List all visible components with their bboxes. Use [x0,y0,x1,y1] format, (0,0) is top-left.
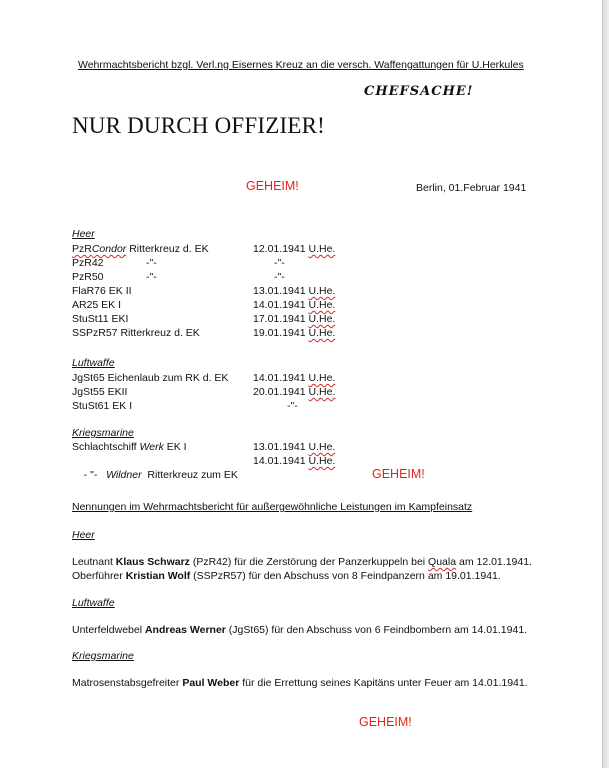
list-item-date: 14.01.1941 U.He. [253,455,336,467]
list-item: StuSt11 EKI [72,313,129,325]
chefsache-stamp: CHEFSACHE! [364,84,474,99]
list-item-date: 20.01.1941 U.He. [253,386,336,398]
page-title: NUR DURCH OFFIZIER! [72,113,325,138]
list-item: JgSt55 EKII [72,386,128,398]
ditto-mark: -"- [274,271,285,283]
list-item: PzR42 [72,257,104,269]
list-item-date: 14.01.1941 U.He. [253,299,336,311]
geheim-label-bottom: GEHEIM! [359,715,412,729]
list-item-date: 14.01.1941 U.He. [253,372,336,384]
list-item: SSPzR57 Ritterkreuz d. EK [72,327,200,339]
list-item: PzR50 [72,271,104,283]
section-heading-heer: Heer [72,228,95,240]
section-heading-luftwaffe: Luftwaffe [72,357,115,369]
nennungen-heading: Nennungen im Wehrmachtsbericht für außergewöhnliche Leistungen im Kampfeinsatz [72,501,473,513]
citation-line: Unterfeldwebel Andreas Werner (JgSt65) für den Abschuss von 6 Feindbombern am 14.01.1941. [72,624,528,636]
list-item: PzRCondor Ritterkreuz d. EK [72,243,209,255]
ditto-mark: -"- [287,400,298,412]
document-subject: Wehrmachtsbericht bzgl. Verl.ng Eisernes Kreuz an die versch. Waffengattungen für U.Herkules [78,59,524,71]
ditto-mark: -"- [146,271,157,283]
nennungen-heading-kriegsmarine: Kriegsmarine [72,650,134,662]
citation-line: Matrosenstabsgefreiter Paul Weber für die Errettung seines Kapitäns unter Feuer am 14.01.1941. [72,677,528,689]
ditto-mark: -"- [274,257,285,269]
list-item: - "- Wildner Ritterkreuz zum EK [83,469,238,481]
place-date: Berlin, 01.Februar 1941 [416,182,527,194]
list-item-date: 12.01.1941 U.He. [253,243,336,255]
list-item: FlaR76 EK II [72,285,132,297]
geheim-label-top: GEHEIM! [246,179,299,193]
list-item-date: 13.01.1941 U.He. [253,285,336,297]
list-item: AR25 EK I [72,299,122,311]
list-item-date: 19.01.1941 U.He. [253,327,336,339]
list-item: StuSt61 EK I [72,400,133,412]
citation-line: Leutnant Klaus Schwarz (PzR42) für die Zerstörung der Panzerkuppeln bei Quala am 12.01.1941. [72,556,532,568]
section-heading-kriegsmarine: Kriegsmarine [72,427,134,439]
nennungen-heading-heer: Heer [72,529,95,541]
list-item-date: 13.01.1941 U.He. [253,441,336,453]
citation-line: Oberführer Kristian Wolf (SSPzR57) für den Abschuss von 8 Feindpanzern am 19.01.1941. [72,570,501,582]
nennungen-heading-luftwaffe: Luftwaffe [72,597,115,609]
list-item-date: 17.01.1941 U.He. [253,313,336,325]
ditto-mark: -"- [146,257,157,269]
geheim-label-middle: GEHEIM! [372,467,425,481]
window-edge [603,0,609,768]
list-item: JgSt65 Eichenlaub zum RK d. EK [72,372,229,384]
list-item: Schlachtschiff Werk EK I [72,441,187,453]
